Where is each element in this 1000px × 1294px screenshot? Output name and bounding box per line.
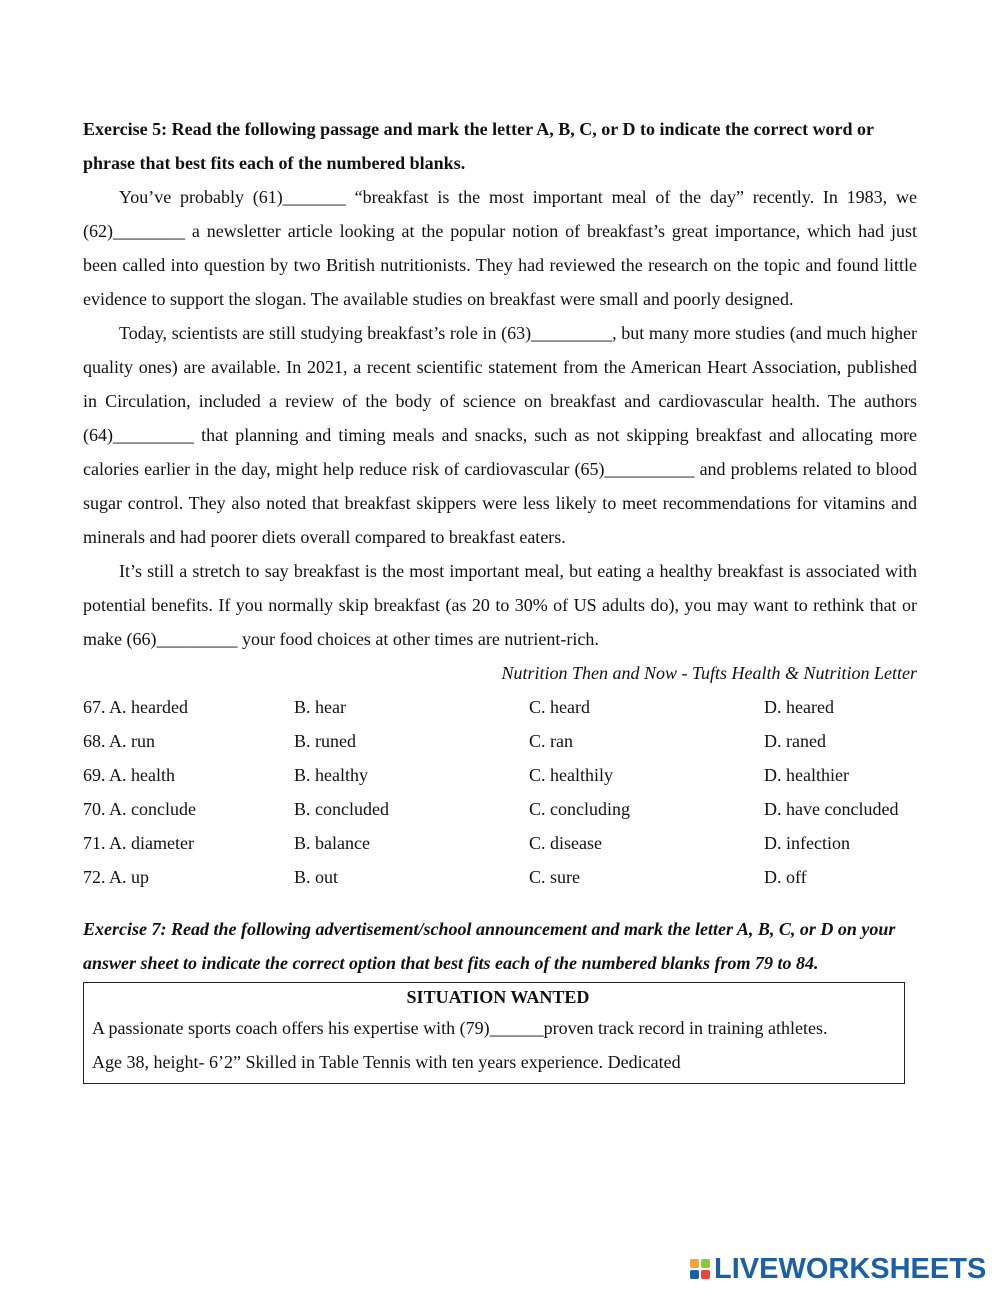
option-b[interactable]: B. out xyxy=(294,867,339,887)
option-d[interactable]: D. infection xyxy=(764,833,850,853)
answer-options xyxy=(83,690,917,894)
option-a[interactable]: 72. A. up xyxy=(83,867,150,887)
option-b[interactable]: B. runed xyxy=(294,731,356,751)
question-row xyxy=(83,690,917,724)
question-row xyxy=(83,792,917,826)
liveworksheets-logo-icon xyxy=(690,1259,710,1279)
question-row xyxy=(83,724,917,758)
option-c[interactable]: C. heard xyxy=(529,697,590,717)
question-row xyxy=(83,860,917,894)
advertisement-line: A passionate sports coach offers his expertise with (79)______proven track record in training athletes. xyxy=(92,1018,828,1038)
passage-paragraph-1: You’ve probably (61)_______ “breakfast is the most important meal of the day” recently. In 1983, we (62)________ a newsletter article looking at the popular notion of breakfast’s great importance, which had just been called into question by two British nutritionists. They had reviewed the research on the topic and found little evidence to support the slogan. The available studies on breakfast were small and poorly designed. xyxy=(83,187,917,309)
advertisement-title: SITUATION WANTED xyxy=(406,987,590,1007)
option-d[interactable]: D. off xyxy=(764,867,807,887)
option-a[interactable]: 69. A. health xyxy=(83,765,175,785)
passage-paragraph-2: Today, scientists are still studying breakfast’s role in (63)_________, but many more studies (and much higher quality ones) are available. In 2021, a recent scientific statement from the American Heart Association, published in Circulation, included a review of the body of science on breakfast and cardiovascular health. The authors (64)_________ that planning and timing meals and snacks, such as not skipping breakfast and allocating more calories earlier in the day, might help reduce risk of cardiovascular (65)__________ and problems related to blood sugar control. They also noted that breakfast skippers were less likely to meet recommendations for vitamins and minerals and had poorer diets overall compared to breakfast eaters. xyxy=(83,323,917,547)
exercise7-label: Exercise 7 xyxy=(83,919,161,939)
passage-paragraph-3: It’s still a stretch to say breakfast is the most important meal, but eating a healthy breakfast is associated with potential benefits. If you normally skip breakfast (as 20 to 30% of US adults do), you may want to rethink that or make (66)_________ your food choices at other times are nutrient-rich. xyxy=(83,561,917,649)
exercise5-heading: Exercise 5: Read the following passage and mark the letter A, B, C, or D to indicate the correct word or phrase that best fits each of the numbered blanks. xyxy=(83,119,874,173)
option-a[interactable]: 70. A. conclude xyxy=(83,799,196,819)
option-d[interactable]: D. raned xyxy=(764,731,826,751)
option-d[interactable]: D. heared xyxy=(764,697,834,717)
worksheet-page xyxy=(83,112,917,1084)
option-c[interactable]: C. healthily xyxy=(529,765,613,785)
question-row xyxy=(83,758,917,792)
option-c[interactable]: C. sure xyxy=(529,867,580,887)
option-a[interactable]: 67. A. hearded xyxy=(83,697,188,717)
advertisement-box xyxy=(83,982,905,1084)
option-b[interactable]: B. hear xyxy=(294,697,346,717)
option-b[interactable]: B. healthy xyxy=(294,765,368,785)
option-a[interactable]: 71. A. diameter xyxy=(83,833,194,853)
exercise7-instructions: Read the following advertisement/school announcement and mark the letter A, B, C, or D on your answer sheet to indicate the correct option that best fits each of the numbered blanks from 79 to 84. xyxy=(83,919,896,973)
option-d[interactable]: D. healthier xyxy=(764,765,849,785)
option-c[interactable]: C. concluding xyxy=(529,799,630,819)
option-a[interactable]: 68. A. run xyxy=(83,731,155,751)
option-c[interactable]: C. ran xyxy=(529,731,573,751)
option-b[interactable]: B. concluded xyxy=(294,799,389,819)
advertisement-line: Age 38, height- 6’2” Skilled in Table Tennis with ten years experience. Dedicated xyxy=(92,1052,681,1072)
option-d[interactable]: D. have concluded xyxy=(764,799,899,819)
exercise7-heading: Exercise 7: Read the following advertisement/school announcement and mark the letter A, B, C, or D on your answer sheet to indicate the correct option that best fits each of the numbered blanks from 79 to 84. xyxy=(83,919,896,973)
option-c[interactable]: C. disease xyxy=(529,833,602,853)
passage-source: Nutrition Then and Now - Tufts Health & Nutrition Letter xyxy=(501,663,917,683)
liveworksheets-logo-text: LIVEWORKSHEETS xyxy=(714,1252,987,1285)
question-row xyxy=(83,826,917,860)
option-b[interactable]: B. balance xyxy=(294,833,370,853)
liveworksheets-logo xyxy=(690,1253,986,1285)
